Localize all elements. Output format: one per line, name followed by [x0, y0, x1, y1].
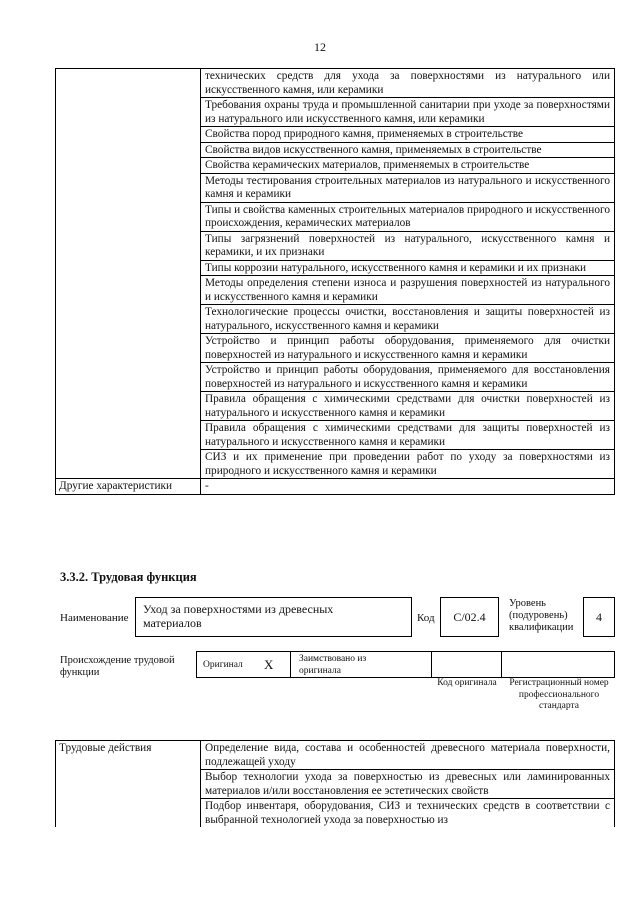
knowledge-item: Типы и свойства каменных строительных материалов природного и искусственного происхождения, керамических материалов [201, 202, 615, 231]
other-characteristics-label: Другие характеристики [56, 479, 201, 495]
labor-action-item: Выбор технологии ухода за поверхностью из древесных или ламинированных материалов и/или восстановления ее эстетических свойств [201, 770, 615, 799]
knowledge-item: Методы определения степени износа и разрушения поверхностей из натурального и искусственного камня и керамики [201, 276, 615, 305]
labor-actions-label: Трудовые действия [56, 741, 201, 828]
knowledge-item: СИЗ и их применение при проведении работ по уходу за поверхностями из природного и искусственного камня и керамики [201, 450, 615, 479]
knowledge-item: Устройство и принцип работы оборудования, применяемого для очистки поверхностей из натурального и искусственного камня и керамики [201, 334, 615, 363]
name-label: Наименование [60, 612, 129, 624]
original-mark: X [264, 657, 274, 672]
labor-action-item: Определение вида, состава и особенностей древесного материала поверхности, подлежащей уходу [201, 741, 615, 770]
page-number: 12 [314, 40, 326, 54]
section-title: 3.3.2. Трудовая функция [60, 570, 197, 584]
labor-actions-table [55, 740, 615, 827]
borrowed-box [290, 651, 432, 678]
registration-number-box [501, 651, 615, 678]
knowledge-item: Требования охраны труда и промышленной санитарии при уходе за поверхностями из натурального или искусственного камня, или керамики [201, 98, 615, 127]
code-value: C/02.4 [453, 610, 486, 624]
level-box [583, 597, 615, 637]
labor-action-item: Подбор инвентаря, оборудования, СИЗ и технических средств в соответствии с выбранной технологией ухода за поверхностью из [201, 799, 615, 828]
knowledge-table [55, 68, 615, 495]
knowledge-item: технических средств для ухода за поверхностями из натурального или искусственного камня, или керамики [201, 69, 615, 98]
knowledge-item: Технологические процессы очистки, восстановления и защиты поверхностей из натурального, искусственного камня и керамики [201, 305, 615, 334]
knowledge-label-cell [56, 69, 201, 479]
origin-label: Происхождение трудовой функции [60, 655, 175, 678]
code-label: Код [417, 612, 435, 624]
knowledge-item: Правила обращения с химическими средствами для защиты поверхностей из натурального и искусственного камня и керамики [201, 421, 615, 450]
knowledge-item: Свойства видов искусственного камня, применяемых в строительстве [201, 142, 615, 158]
other-characteristics-value: - [201, 479, 615, 495]
level-label: Уровень (подуровень) квалификации [509, 598, 574, 633]
function-name-box [135, 597, 412, 637]
knowledge-item: Свойства керамических материалов, применяемых в строительстве [201, 158, 615, 174]
level-value: 4 [596, 610, 602, 624]
knowledge-item: Устройство и принцип работы оборудования, применяемого для восстановления поверхностей из натурального и искусственного камня и керамики [201, 363, 615, 392]
original-code-caption: Код оригинала [437, 678, 497, 688]
knowledge-item: Свойства пород природного камня, применяемых в строительстве [201, 127, 615, 143]
knowledge-item: Правила обращения с химическими средствами для очистки поверхностей из натурального и искусственного камня и керамики [201, 392, 615, 421]
knowledge-item: Методы тестирования строительных материалов из натурального и искусственного камня и керамики [201, 173, 615, 202]
knowledge-item: Типы коррозии натурального, искусственного камня и керамики и их признаки [201, 260, 615, 276]
original-label: Оригинал [203, 660, 243, 670]
original-box [196, 651, 291, 678]
code-box [440, 597, 499, 637]
registration-caption: Регистрационный номер профессионального стандарта [509, 678, 609, 711]
original-code-box [431, 651, 502, 678]
borrowed-label: Заимствовано из оригинала [299, 654, 367, 676]
knowledge-item: Типы загрязнений поверхностей из натурального, искусственного камня и керамики, и их признаки [201, 231, 615, 260]
function-name: Уход за поверхностями из древесных материалов [143, 602, 334, 630]
